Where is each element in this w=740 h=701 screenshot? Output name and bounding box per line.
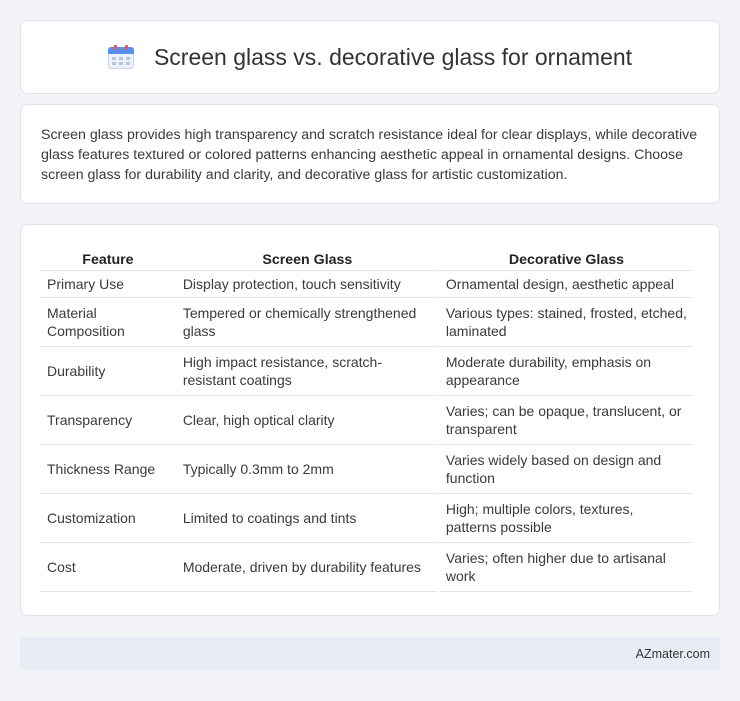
summary-card: [20, 104, 720, 204]
header-decorative-glass: Decorative Glass: [440, 245, 693, 271]
table-row: [41, 347, 693, 396]
cell-feature: Primary Use: [41, 271, 175, 298]
cell-feature: Customization: [41, 494, 175, 543]
header-feature: Feature: [41, 245, 175, 271]
title-row: [108, 44, 632, 71]
cell-decorative-glass: Varies; often higher due to artisanal work: [440, 543, 693, 592]
table-row: [41, 271, 693, 298]
cell-screen-glass: Moderate, driven by durability features: [177, 543, 438, 592]
cell-screen-glass: Display protection, touch sensitivity: [177, 271, 438, 298]
comparison-table: [39, 245, 695, 592]
table-row: [41, 543, 693, 592]
cell-screen-glass: Typically 0.3mm to 2mm: [177, 445, 438, 494]
table-header-row: [41, 245, 693, 271]
summary-text: Screen glass provides high transparency and scratch resistance ideal for clear displays, while decorative glass features textured or colored patterns enhancing aesthetic appeal in ornamental designs. Choose screen glass for durability and clarity, and decorative glass for artistic customization.: [41, 127, 698, 183]
cell-feature: Transparency: [41, 396, 175, 445]
calendar-icon: [108, 45, 134, 69]
footer-brand[interactable]: AZmater.com: [635, 646, 710, 661]
comparison-card: [20, 224, 720, 616]
cell-decorative-glass: Moderate durability, emphasis on appearance: [440, 347, 693, 396]
table-row: [41, 445, 693, 494]
table-row: [41, 396, 693, 445]
table-row: [41, 494, 693, 543]
cell-decorative-glass: Various types: stained, frosted, etched, laminated: [440, 298, 693, 347]
cell-feature: Cost: [41, 543, 175, 592]
cell-screen-glass: Tempered or chemically strengthened glass: [177, 298, 438, 347]
page-title: Screen glass vs. decorative glass for ornament: [153, 43, 633, 70]
cell-decorative-glass: Ornamental design, aesthetic appeal: [440, 271, 693, 298]
cell-screen-glass: Clear, high optical clarity: [177, 396, 438, 445]
header-screen-glass: Screen Glass: [177, 245, 438, 271]
cell-decorative-glass: Varies widely based on design and function: [440, 445, 693, 494]
cell-feature: Durability: [41, 347, 175, 396]
title-card: [20, 20, 720, 94]
cell-screen-glass: Limited to coatings and tints: [177, 494, 438, 543]
cell-decorative-glass: High; multiple colors, textures, patterns possible: [440, 494, 693, 543]
footer: [20, 637, 720, 670]
cell-screen-glass: High impact resistance, scratch-resistant coatings: [177, 347, 438, 396]
table-row: [41, 298, 693, 347]
cell-feature: Material Composition: [41, 298, 175, 347]
cell-feature: Thickness Range: [41, 445, 175, 494]
cell-decorative-glass: Varies; can be opaque, translucent, or transparent: [440, 396, 693, 445]
